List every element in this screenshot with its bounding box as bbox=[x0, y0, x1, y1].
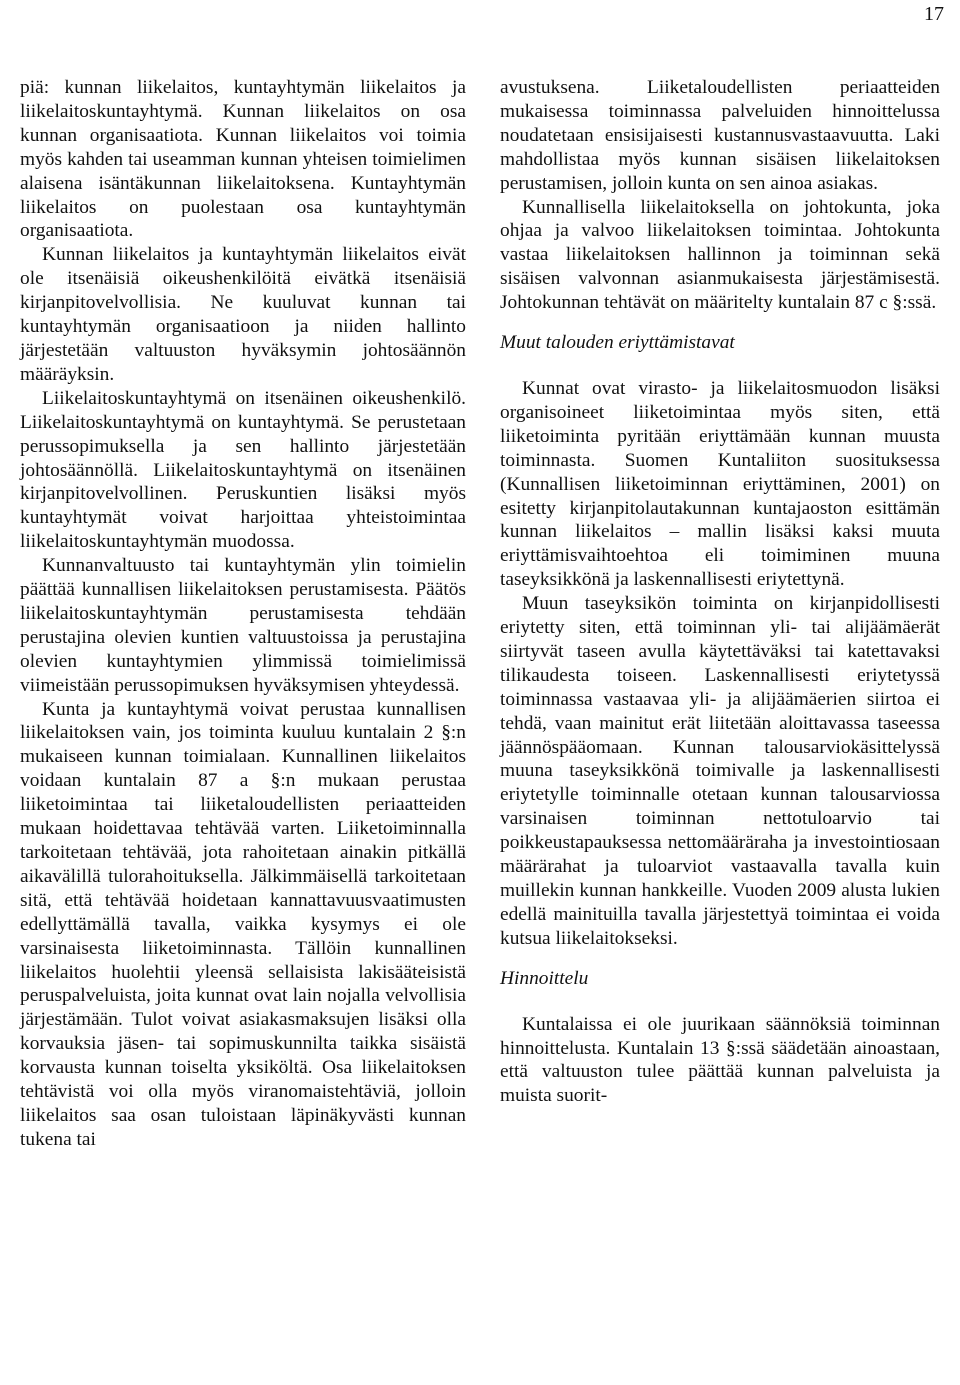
paragraph: Muun taseyksikön toiminta on kirjanpidollisesti eriytetty siten, että toiminnan yli- tai alijäämäerät siirtyvät taseen avulla käytettäväksi tai katettavaksi tilikaudesta toiseen. Laskennallisesti eriytetyssä toiminnassa vastaavaa yli- ja alijäämäerien siirtoa ei tehdä, vaan mainitut erät liitetään aloittavassa taseessa jäännöspääomaan. Kunnan talousarviokäsittelyssä muuna taseyksikkönä toimivalle ja laskennallisesti eriytetylle toiminnalle otetaan kunnan talousarviossa varsinaisen toiminnan nettotuloarvio tai poikkeustapauksessa nettomääräraha ja investointiosaan määrärahat ja tuloarviot vastaavalla tavalla kuin muillekin kunnan hankkeille. Vuoden 2009 alusta lukien edellä mainituilla tavalla järjestettyä toimintaa ei voida kutsua liikelaitokseksi. bbox=[500, 593, 940, 949]
paragraph: Kunta ja kuntayhtymä voivat perustaa kunnallisen liikelaitoksen vain, jos toiminta kuuluu kuntalain 2 §:n mukaiseen kunnan toimialaan. Kunnallinen liikelaitos voidaan kuntalain 87 a §:n mukaan perustaa liiketoimintaa tai liiketaloudellisten periaatteiden mukaan hoidettavaa tehtävää varten. Liiketoiminnalla tarkoitetaan tehtävää, jota rahoitetaan ainakin pitkällä aikavälillä tulorahoituksella. Jälkimmäisellä tarkoitetaan sitä, että tehtävää hoidetaan kannattavuusvaatimusten edellyttämällä tavalla, vaikka kysymys ei ole varsinaisesta liiketoiminnasta. Tällöin kunnallinen liikelaitos huolehtii yleensä sellaisista lakisääteisistä peruspalveluista, joita kunnat ovat lain nojalla velvollisia järjestämään. Tulot voivat asiakasmaksujen lisäksi olla korvauksia jäsen- tai sopimuskunnilta taikka sisäistä korvausta kunnan toiselta yksiköltä. Osa liikelaitoksen tehtävistä voi olla myös viranomaistehtäviä, jolloin liikelaitos saa osan tuloistaan läpinäkyvästi kunnan tukena tai bbox=[20, 698, 466, 1150]
paragraph: Kunnanvaltuusto tai kuntayhtymän ylin toimielin päättää kunnallisen liikelaitoksen perustamisesta. Päätös liikelaitoskuntayhtymän perustamisesta tehdään perustajina olevien kuntien valtuustoissa ja perustajina olevien kuntayhtymien ylimmissä toimielimissä viimeistään perussopimuksen hyväksymisen yhteydessä. bbox=[20, 555, 466, 696]
section-heading: Hinnoittelu bbox=[500, 967, 589, 989]
paragraph: avustuksena. Liiketaloudellisten periaatteiden mukaisessa toiminnassa palveluiden hinnoittelussa noudatetaan ensisijaisesti kustannusvastaavuutta. Laki mahdollistaa myös kunnan sisäisen liikelaitoksen perustamisen, jolloin kunta on sen ainoa asiakas. bbox=[500, 77, 940, 194]
left-column bbox=[20, 76, 466, 1152]
paragraph: Kunnat ovat virasto- ja liikelaitosmuodon lisäksi organisoineet liiketoimintaa myös siten, että liiketoiminta pyritään eriyttämään kunnan muusta toiminnasta. Suomen Kuntaliiton suosituksessa (Kunnallisen liiketoiminnan eriyttäminen, 2001) on esitetty kirjanpitolautakunnan kuntajaoston esittämän kunnan liikelaitos – mallin lisäksi kaksi muuta eriyttämisvaihtoehtoa eli toimiminen muuna taseyksikkönä ja laskennallisesti eriytettynä. bbox=[500, 377, 940, 591]
paragraph: Kunnan liikelaitos ja kuntayhtymän liikelaitos eivät ole itsenäisiä oikeushenkilöitä eivätkä itsenäisiä kirjanpitovelvollisia. Ne kuuluvat kunnan tai kuntayhtymän organisaatioon ja niiden hallinto järjestetään valtuuston hyväksymin johtosäännön määräyksin. bbox=[20, 244, 466, 385]
paragraph: Liikelaitoskuntayhtymä on itsenäinen oikeushenkilö. Liikelaitoskuntayhtymä on kuntayhtymä. Se perustetaan perussopimuksella ja sen hallinto järjestetään johtosäännöllä. Liikelaitoskuntayhtymä on itsenäinen kirjanpitovelvollinen. Peruskuntien lisäksi myös kuntayhtymät voivat harjoittaa yhteistoimintaa liikelaitoskuntayhtymän muodossa. bbox=[20, 387, 466, 553]
paragraph: piä: kunnan liikelaitos, kuntayhtymän liikelaitos ja liikelaitoskuntayhtymä. Kunnan liikelaitos on osa kunnan organisaatiota. Kunnan liikelaitos voi toimia myös kahden tai useamman kunnan yhteisen toimielimen alaisena isäntäkunnan liikelaitoksena. Kuntayhtymän liikelaitos on puolestaan osa kuntayhtymän organisaatiota. bbox=[20, 77, 466, 242]
section-heading: Muut talouden eriyttämistavat bbox=[500, 332, 735, 354]
page-number: 17 bbox=[924, 3, 944, 25]
paragraph: Kunnallisella liikelaitoksella on johtokunta, joka ohjaa ja valvoo liikelaitoksen toimintaa. Johtokunta vastaa liikelaitoksen hallinnon ja toiminnan sekä sisäisen valvonnan asianmukaisesta järjestämisestä. Johtokunnan tehtävät on määritelty kuntalain 87 c §:ssä. bbox=[500, 196, 940, 314]
right-column bbox=[500, 76, 940, 1108]
paragraph: Kuntalaissa ei ole juurikaan säännöksiä toiminnan hinnoittelusta. Kuntalain 13 §:ssä säädetään ainoastaan, että valtuuston tulee päättää kunnan palveluista ja muista suorit- bbox=[500, 1013, 940, 1107]
